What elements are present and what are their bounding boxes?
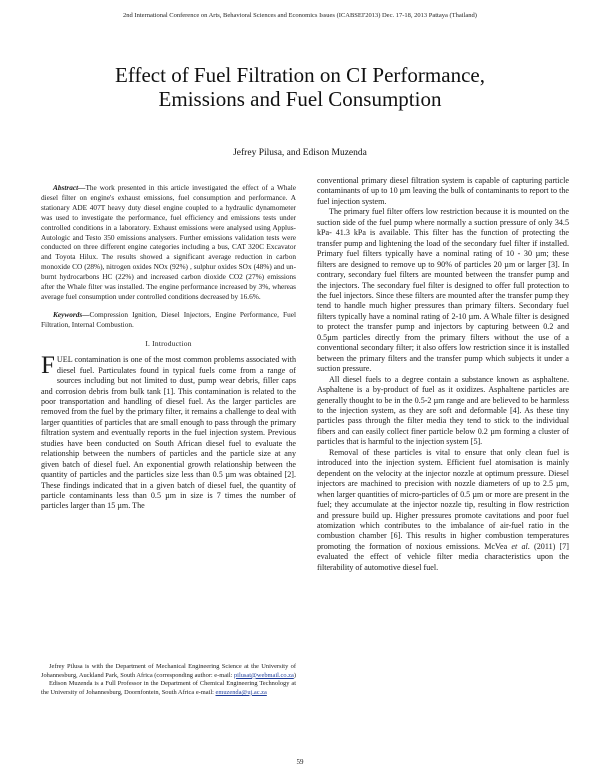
section-heading-introduction: I. Introduction [145, 338, 192, 348]
title-line-2: Emissions and Fuel Consumption [158, 87, 442, 111]
et-al-italic: et al [511, 541, 528, 551]
right-paragraph-1: conventional primary diesel filtration system is capable of capturing particle contaminants of up to 10 µm leaving the bulk of contaminants to report to the fuel injection system. [317, 176, 569, 206]
authors: Jefrey Pilusa, and Edison Muzenda [233, 148, 367, 158]
keywords-text: Compression Ignition, Diesel Injectors, Engine Performance, Fuel Filtration, Internal Combustion. [41, 309, 296, 329]
footnote-2-email[interactable]: emuzenda@uj.ac.za [215, 688, 267, 696]
right-paragraph-2: The primary fuel filter offers low restriction because it is mounted on the suction side of the fuel pump where normally a suction pressure of only 34.5 kPa- 41.3 kPa is available. This filter has the function of protecting the transfer pump and lightening the load of the secondary fuel filter if installed. Primary fuel filters typically have a nominal rating of 10 - 30 µm; these filters are designed to remove up to 90% of particles 20 µm or larger [3]. In contrary, secondary fuel filters are mounted between the transfer pump and the injectors. The secondary fuel filter is designed to offer full protection to the fuel injectors. Since these filters are mounted after the transfer pump they tend to handle much higher pressures than primary filters. Secondary fuel filters typically have a nominal rating of 2-10 µm. A Whale filter is designed to protect the transfer pump and injectors by capturing between 0.2 and 0.5µm particles directly from the primary filters without the use of a conventional secondary filter; it also offers low restriction since it is installed between the primary filters and the transfer pump which subjects it under a suction pressure. [317, 207, 569, 374]
drop-cap: F [41, 352, 55, 380]
abstract [41, 183, 296, 302]
keywords-label: Keywords— [53, 309, 90, 319]
abstract-label: Abstract— [53, 183, 86, 192]
intro-paragraph-text: UEL contamination is one of the most common problems associated with diesel fuel. Particulates found in typical fuels come from a range of sources including but not limited to dust, pump wear debris, filler caps and corrosion debris from bulk tank [1]. This contamination is related to the poor transportation and handling of diesel fuel. As the larger particles are removed from the fuel by the primary filter, it remains a challenge to deal with larger quantities of particles that are small enough to pass through the primary filtration system and eventually reports in the fuel injection system. Previous studies have been conducted on South African diesel fuel to evaluate the relationship between the numbers of particles and the particle size at any given batch of diesel fuel. An exponential growth relationship between the quantity of particles and the particles size less than 0.5 µm was obtained [2]. These findings indicated that in a given batch of diesel fuel, the quantity of particle contaminants less than 0.5 µm in size is 7 times the number of particles larger than 15 µm. The [41, 355, 296, 511]
left-column [41, 183, 296, 512]
intro-paragraph [41, 352, 296, 512]
footnote-2: Edison Muzenda is a Full Professor in the Department of Chemical Engineering Technology at the University of Johannesburg, Doornfontein, South Africa e-mail: emuzenda@uj.ac.za [41, 680, 296, 696]
paper-title [0, 63, 600, 111]
conference-header: 2nd International Conference on Arts, Behavioral Sciences and Economics Issues (ICABSEI'2013) Dec. 17-18, 2013 Pattaya (Thailand) [123, 12, 477, 19]
title-line-1: Effect of Fuel Filtration on CI Performance, [115, 63, 485, 87]
footnotes [41, 663, 296, 697]
right-column [317, 176, 569, 573]
keywords [41, 310, 296, 330]
abstract-text: The work presented in this article investigated the effect of a Whale diesel filter on engine's exhaust emissions, fuel consumption and performance. A stationary ADE 407T heavy duty diesel engine coupled to a hydraulic dynamometer was used to investigate the performance, fuel efficiency and emissions tests under controlled conditions in a laboratory. Exhaust emissions were analysed using Applus-Autologic and Testo 350 emissions analysers. Further emissions validation tests were conducted on three different engine categories including a bus, CAT 320C Excavator and Toyota Hilux. The results showed a significant average reduction in carbon monoxide CO (28%), nitrogen oxides NOx (92%) , sulphur oxides SOx (48%) and un-burnt hydrocarbons HC (22%) and increased carbon dioxide CO2 (27%) emissions after the Whale filter was installed. The engine performance increased by 3%, whereas average fuel consumption under controlled conditions decreased by 16.6%. [41, 183, 296, 301]
footnote-1: Jefrey Pilusa is with the Department of Mechanical Engineering Science at the University of Johannesburg, Auckland Park, South Africa (corresponding author: e-mail: pilusat@webmail.co.za) [41, 663, 296, 679]
footnote-1-email[interactable]: pilusat@webmail.co.za [233, 671, 294, 679]
page-number: 59 [296, 758, 304, 766]
right-paragraph-4: Removal of these particles is vital to ensure that only clean fuel is introduced into the injection system. Efficient fuel atomisation is mainly dependent on the velocity at the injector nozzle at optimum pressure. Diesel injectors are machined to precision with nozzle diameters of up to 2.5 µm, when larger quantities of micro-particles of 0.5 µm or more are present in the fuel; they accumulate at the injector nozzle tip, resulting in flow restriction and pressure build up. Higher pressures promote cavitations and poor fuel atomization which contributes to the imbalance of air-fuel ratio in the combustion chamber [6]. This results in higher combustion temperatures promoting the formation of noxious emissions. McVea et al. (2011) [7] evaluated the effect of vehicle filter media characteristics upon the filterability of automotive diesel fuel. [317, 447, 569, 572]
right-paragraph-3: All diesel fuels to a degree contain a substance known as asphaltene. Asphaltene is a by-product of fuel as it oxidizes. Asphaltene particles are generally thought to be in the 0.5-2 µm range and are believed to be harmless to the injection system, as they are soft and deformable [4]. As these tiny particles pass through the filter media they tend to stick to the individual fibers and can easily collect finer particle below 0.2 µm forming a cluster of particles that is harmful to the injection system [5]. [317, 374, 569, 447]
